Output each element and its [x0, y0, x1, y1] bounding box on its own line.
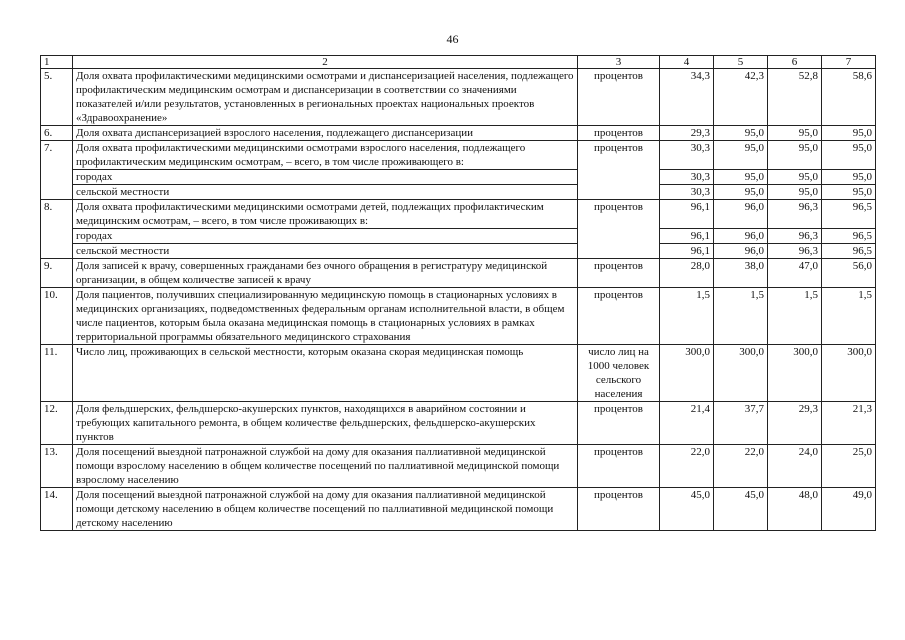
value-cell: 52,8	[768, 69, 822, 126]
value-cell: 21,3	[822, 402, 876, 445]
row-number: 6.	[41, 126, 73, 141]
value-cell: 47,0	[768, 259, 822, 288]
value-cell: 95,0	[822, 185, 876, 200]
table-row	[41, 126, 876, 141]
table-row	[41, 345, 876, 402]
value-cell: 96,0	[714, 229, 768, 244]
column-header: 6	[768, 56, 822, 69]
value-cell: 96,1	[660, 200, 714, 229]
indicator-text: Доля фельдшерских, фельдшерско-акушерских пунктов, находящихся в аварийном состоянии и требующих капитального ремонта, в общем количестве фельдшерских, фельдшерско-акушерских пунктов	[73, 402, 578, 445]
value-cell: 38,0	[714, 259, 768, 288]
value-cell: 96,3	[768, 200, 822, 229]
value-cell: 1,5	[714, 288, 768, 345]
value-cell: 56,0	[822, 259, 876, 288]
value-cell: 96,5	[822, 244, 876, 259]
value-cell: 21,4	[660, 402, 714, 445]
unit-cell: процентов	[578, 445, 660, 488]
unit-cell: процентов	[578, 259, 660, 288]
value-cell: 96,1	[660, 229, 714, 244]
value-cell: 96,5	[822, 200, 876, 229]
value-cell: 22,0	[714, 445, 768, 488]
table-row	[41, 445, 876, 488]
table-row	[41, 402, 876, 445]
value-cell: 29,3	[768, 402, 822, 445]
table-subrow	[41, 185, 876, 200]
value-cell: 300,0	[714, 345, 768, 402]
value-cell: 29,3	[660, 126, 714, 141]
table-row	[41, 141, 876, 170]
value-cell: 96,0	[714, 200, 768, 229]
value-cell: 300,0	[768, 345, 822, 402]
value-cell: 95,0	[714, 170, 768, 185]
value-cell: 42,3	[714, 69, 768, 126]
unit-cell: процентов	[578, 402, 660, 445]
indicator-text: Доля охвата профилактическими медицинскими осмотрами детей, подлежащих профилактическим медицинским осмотрам, – всего, в том числе проживающих в:	[73, 200, 578, 229]
row-number: 9.	[41, 259, 73, 288]
value-cell: 34,3	[660, 69, 714, 126]
value-cell: 30,3	[660, 170, 714, 185]
value-cell: 95,0	[768, 185, 822, 200]
value-cell: 300,0	[822, 345, 876, 402]
value-cell: 1,5	[822, 288, 876, 345]
unit-cell: процентов	[578, 69, 660, 126]
indicator-text: Доля посещений выездной патронажной службой на дому для оказания паллиативной медицинской помощи взрослому населению в общем количестве посещений по паллиативной медицинской помощи взрослому населению	[73, 445, 578, 488]
value-cell: 95,0	[822, 126, 876, 141]
table-header-row	[41, 56, 876, 69]
unit-cell: процентов	[578, 200, 660, 259]
value-cell: 58,6	[822, 69, 876, 126]
value-cell: 24,0	[768, 445, 822, 488]
indicator-text: Доля охвата диспансеризацией взрослого населения, подлежащего диспансеризации	[73, 126, 578, 141]
value-cell: 95,0	[714, 185, 768, 200]
value-cell: 45,0	[660, 488, 714, 531]
indicator-text: Доля посещений выездной патронажной службой на дому для оказания паллиативной медицинской помощи детскому населению в общем количестве посещений по паллиативной медицинской помощи детскому населению	[73, 488, 578, 531]
page-number: 46	[446, 32, 459, 46]
value-cell: 48,0	[768, 488, 822, 531]
value-cell: 49,0	[822, 488, 876, 531]
indicator-subtext: городах	[73, 170, 578, 185]
row-number: 8.	[41, 200, 73, 259]
unit-cell: процентов	[578, 488, 660, 531]
value-cell: 25,0	[822, 445, 876, 488]
table-subrow	[41, 244, 876, 259]
value-cell: 96,3	[768, 244, 822, 259]
value-cell: 96,5	[822, 229, 876, 244]
value-cell: 96,1	[660, 244, 714, 259]
value-cell: 30,3	[660, 185, 714, 200]
column-header: 1	[41, 56, 73, 69]
unit-cell: процентов	[578, 288, 660, 345]
indicators-table	[40, 55, 876, 531]
value-cell: 1,5	[660, 288, 714, 345]
indicator-subtext: городах	[73, 229, 578, 244]
row-number: 13.	[41, 445, 73, 488]
value-cell: 22,0	[660, 445, 714, 488]
value-cell: 95,0	[822, 170, 876, 185]
column-header: 4	[660, 56, 714, 69]
row-number: 12.	[41, 402, 73, 445]
column-header: 5	[714, 56, 768, 69]
table-subrow	[41, 229, 876, 244]
table-row	[41, 69, 876, 126]
table-row	[41, 488, 876, 531]
table-subrow	[41, 170, 876, 185]
value-cell: 96,0	[714, 244, 768, 259]
value-cell: 1,5	[768, 288, 822, 345]
table-row	[41, 288, 876, 345]
indicator-subtext: сельской местности	[73, 185, 578, 200]
unit-cell: число лиц на 1000 человек сельского населения	[578, 345, 660, 402]
value-cell: 30,3	[660, 141, 714, 170]
row-number: 10.	[41, 288, 73, 345]
value-cell: 96,3	[768, 229, 822, 244]
row-number: 11.	[41, 345, 73, 402]
row-number: 5.	[41, 69, 73, 126]
unit-cell: процентов	[578, 126, 660, 141]
value-cell: 95,0	[768, 170, 822, 185]
column-header: 3	[578, 56, 660, 69]
value-cell: 95,0	[714, 141, 768, 170]
indicator-text: Доля охвата профилактическими медицинскими осмотрами взрослого населения, подлежащего профилактическим медицинским осмотрам, – всего, в том числе проживающего в:	[73, 141, 578, 170]
value-cell: 28,0	[660, 259, 714, 288]
column-header: 7	[822, 56, 876, 69]
row-number: 14.	[41, 488, 73, 531]
table-row	[41, 259, 876, 288]
value-cell: 95,0	[714, 126, 768, 141]
value-cell: 37,7	[714, 402, 768, 445]
value-cell: 300,0	[660, 345, 714, 402]
indicator-text: Доля записей к врачу, совершенных гражданами без очного обращения в регистратуру медицинской организации, в общем количестве записей к врачу	[73, 259, 578, 288]
value-cell: 95,0	[768, 126, 822, 141]
indicator-subtext: сельской местности	[73, 244, 578, 259]
row-number: 7.	[41, 141, 73, 200]
value-cell: 95,0	[768, 141, 822, 170]
value-cell: 45,0	[714, 488, 768, 531]
indicator-text: Доля пациентов, получивших специализированную медицинскую помощь в стационарных условиях в медицинских организациях, подведомственных федеральным органам исполнительной власти, в общем числе пациентов, которым была оказана медицинская помощь в стационарных условиях в рамках территориальной программы обязательного медицинского страхования	[73, 288, 578, 345]
column-header: 2	[73, 56, 578, 69]
table-row	[41, 200, 876, 229]
unit-cell: процентов	[578, 141, 660, 200]
indicator-text: Доля охвата профилактическими медицинскими осмотрами и диспансеризацией населения, подлежащего профилактическим медицинским осмотрам и диспансеризации в соответствии со значениями показателей и/или результатов, установленных в региональных проектах национальных проектов «Здравоохранение»	[73, 69, 578, 126]
indicator-text: Число лиц, проживающих в сельской местности, которым оказана скорая медицинская помощь	[73, 345, 578, 402]
value-cell: 95,0	[822, 141, 876, 170]
